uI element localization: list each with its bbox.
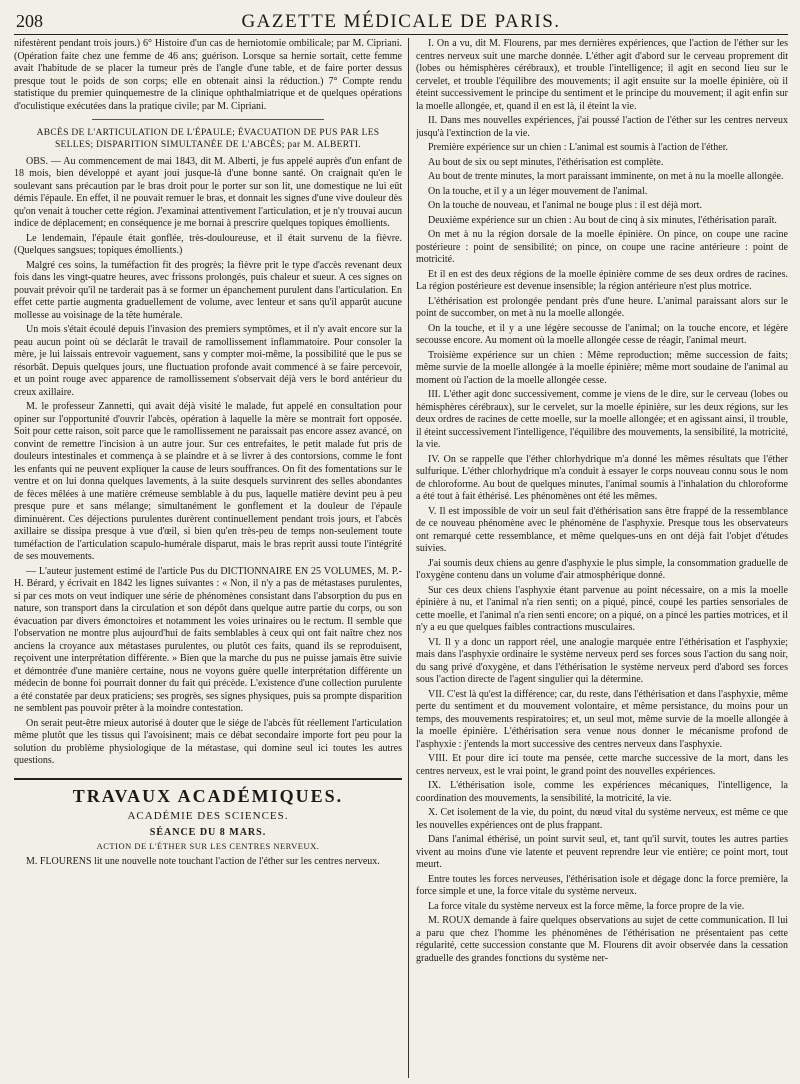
divider [92,119,325,120]
paragraph: X. Cet isolement de la vie, du point, du nœud vital du système nerveux, est même ce que les nouvelles expériences ont de plus frappant. [416,807,788,831]
paragraph: OBS. — Au commencement de mai 1843, dit M. Alberti, je fus appelé auprès d'un enfant de 18 mois, bien développé et ayant joui jusque-là d'une bonne santé. On craignait qu'en le soulevant sans précaution par le bras droit pour le porter sur son lit, une domestique ne lui eût démis l'épaule. En effet, il ne pouvait remuer le bras, et donnait les signes d'une vive douleur dès qu'on venait à toucher cette région. J'examinai attentivement l'articulation, et je n'y trouvai aucun indice de déplacement; en conséquence je me bornai à prescrire quelques topiques émollients. [14,155,402,230]
paragraph: Et il en est des deux régions de la moelle épinière comme de ses deux ordres de racines. La région postérieure est devenue insensible; la région antérieure n'est plus motrice. [416,268,788,292]
paragraph: J'ai soumis deux chiens au genre d'asphyxie le plus simple, la consommation graduelle de l'oxygène contenu dans un volume d'air atmosphérique donné. [416,557,788,581]
paragraph: L'éthérisation est prolongée pendant près d'une heure. L'animal paraissant alors sur le point de succomber, on met à nu la moelle allongée. [416,295,788,319]
column-rule [408,38,409,1078]
journal-title: GAZETTE MÉDICALE DE PARIS. [241,11,561,32]
paragraph: M. ROUX demande à faire quelques observations au sujet de cette communication. Il lui a paru que chez l'homme les phénomènes de l'éthérisation ne présentaient pas cette régularité, cette succession constante que M. Flourens dit avoir observée dans la cessation graduelle des grandes fonctions du système ner- [416,915,788,964]
paragraph: Dans l'animal éthérisé, un point survit seul, et, tant qu'il survit, toutes les autres parties vivent au moins d'une vie latente et peuvent reprendre leur vie entière; ce point mort, tout meurt. [416,834,788,870]
section-subtitle: ACADÉMIE DES SCIENCES. [127,809,289,822]
paragraph: Malgré ces soins, la tuméfaction fit des progrès; la fièvre prit le type d'accès revenant deux fois dans les vingt-quatre heures, avec frissons prolongés, puis chaleur et sueur. A ces signes on pouvait prévoir qu'il ne tarderait pas à se former un épanchement purulent dans l'articulation. En effet cette partie augmenta graduellement de volume, avec lenteur et sans qu'il apparût aucune mollesse au voisinage de la tête humérale. [14,259,402,321]
paragraph: On la touche, et il y a une légère secousse de l'animal; on la touche encore, et légère secousse encore. Au moment où la moelle allongée cesse de réagir, l'animal meurt. [416,322,788,346]
paragraph: On met à nu la région dorsale de la moelle épinière. On pince, on coupe une racine postérieure : point de sensibilité; on pince, on coupe une racine antérieure : point de motricité. [416,229,788,265]
left-top-paragraph: nifestèrent pendant trois jours.) 6° Histoire d'un cas de herniotomie ombilicale; par M. Cipriani. (Opération faite chez une femme de 46 ans; guérison. Lorsque sa hernie sortait, cette femme avait l'habitude de se placer la tumeur près de l'angle d'une table, et de faire porter dessus presque tout le poids de son corps; elle en obtenait ainsi la réduction.) 7° Compte rendu statistique du premier quinquemestre de la clinique ophthalmiatrique et de quelques opérations d'oculistique exécutées dans la pratique civile; par M. Cipriani. [14,38,402,112]
paragraph: I. On a vu, dit M. Flourens, par mes dernières expériences, que l'action de l'éther sur les centres nerveux suit une marche donnée. L'éther agit d'abord sur le cerveau proprement dit (lobes ou hémisphères cérébraux), et trouble l'intelligence; il agit en second lieu sur le cervelet, et trouble l'équilibre des mouvements; il agit ensuite sur la moelle épinière, où il éteint successivement le principe du sentiment et le principe du mouvement; il agit enfin sur la moelle allongée, et, quand il en est là, il éteint la vie. [416,38,788,112]
paragraph: — L'auteur justement estimé de l'article Pus du DICTIONNAIRE EN 25 VOLUMES, M. P.-H. Bérard, y écrivait en 1842 les lignes suivantes : « Non, il n'y a pas de métastases purulentes, si par ces mots on veut indiquer une série de phénomènes consistant dans l'absorption du pus en nature, son transport dans la circulation et son dépôt dans quelque autre partie du corps, ou son évacuation par divers émonctoires et notamment les voies urinaires ou le rectum. Il semble que l'observation ne montre plus aujourd'hui de faits semblables à ceux qui ont fait naître chez nos anciens la croyance aux métastases purulentes, ou plutôt ces faits, quand ils se reproduisent, reçoivent une interprétation différente. » Bien que la marche du pus ne puisse jamais être suivie et démontrée d'une manière certaine, nous ne voyons guère quelle interprétation différente un médecin de bonne foi pourrait donner du fait qui précède. L'existence d'une collection purulente a été constatée par deux praticiens; ses progrès, ses signes physiques, puis sa prompte disparition ne semblent pas pouvoir prêter à la moindre contestation. [14,565,402,715]
paragraph: Au bout de six ou sept minutes, l'éthérisation est complète. [428,156,664,168]
seance-subject: ACTION DE L'ÉTHER SUR LES CENTRES NERVEUX. [96,840,320,851]
right-column [416,38,788,1078]
paragraph: Un mois s'était écoulé depuis l'invasion des premiers symptômes, et il n'y avait encore sur la peau aucun point où se déclarât le travail de ramollissement inflammatoire. Pour consoler la mère, je lui laissais entrevoir vaguement, sans y compter moi-même, la possibilité que le pus se résorbât. Depuis quelques jours, une fluctuation profonde avait commencé à se faire percevoir, et un point rouge avec apparence de ramollissement s'observait déjà vers le bord antérieur du creux axillaire. [14,324,402,398]
section-title: TRAVAUX ACADÉMIQUES. [14,778,402,807]
paragraph: V. Il est impossible de voir un seul fait d'éthérisation sans être frappé de la ressemblance de ce nouveau phénomène avec le phénomène de l'asphyxie. Presque tous les observateurs ont remarqué cette ressemblance, et même quelques-uns en ont déjà fait l'objet d'études suivies. [416,505,788,554]
paragraph: On la touche de nouveau, et l'animal ne bouge plus : il est déjà mort. [428,200,702,211]
paragraph: VIII. Et pour dire ici toute ma pensée, cette marche successive de la mort, dans les centres nerveux, est le vrai point, le grand point des nouvelles expériences. [416,753,788,777]
paragraph: Sur ces deux chiens l'asphyxie étant parvenue au point nécessaire, on a mis la moelle épinière à nu, et l'animal n'a rien senti; on a piqué, pincé, coupé les parties sensoriales de cette moelle, et l'animal n'a rien senti encore; on a piqué, on a pincé les parties motrices, et il n'y a eu que quelques faibles contractions musculaires. [416,584,788,633]
paragraph: On la touche, et il y a un léger mouvement de l'animal. [428,185,648,197]
paragraph: IV. On se rappelle que l'éther chlorhydrique m'a donné les mêmes résultats que l'éther sulfurique. L'éther chlorhydrique m'a conduit à essayer le corps nouveau connu sous le nom de chloroforme. Au bout de quelques minutes, l'animal soumis à l'inhalation du chloroforme a été tout à fait éthérisé. Les phénomènes ont été les mêmes. [416,453,788,502]
paragraph: II. Dans mes nouvelles expériences, j'ai poussé l'action de l'éther sur les centres nerveux jusqu'à l'extinction de la vie. [416,115,788,139]
page-number: 208 [16,11,43,31]
paragraph: La force vitale du système nerveux est la force même, la force propre de la vie. [428,900,745,912]
paragraph: Deuxième expérience sur un chien : Au bout de cinq à six minutes, l'éthérisation paraît. [428,214,777,226]
paragraph: IX. L'éthérisation isole, comme les expériences mécaniques, l'intelligence, la coordination des mouvements, la sensibilité, la motricité, la vie. [416,780,788,804]
paragraph: III. L'éther agit donc successivement, comme je viens de le dire, sur le cerveau (lobes ou hémisphères cérébraux), sur le cervelet, sur la moelle épinière, sur les deux régions, sur les deux ordres de racines de cette moelle, sur la moelle allongée; et en agissant ainsi, il trouble, il éteint successivement l'intelligence, l'équilibre des mouvements, la sensibilité, la motricité, la vie. [416,389,788,450]
article-heading: ABCÈS DE L'ARTICULATION DE L'ÉPAULE; ÉVACUATION DE PUS PAR LES SELLES; DISPARITION SIMULTANÉE DE L'ABCÈS; par M. ALBERTI. [36,128,380,150]
paragraph: Le lendemain, l'épaule était gonflée, très-douloureuse, et il était survenu de la fièvre. (Quelques sangsues; topiques émollients.) [14,232,402,257]
seance-heading: SÉANCE DU 8 MARS. [149,826,267,838]
paragraph: M. FLOURENS lit une nouvelle note touchant l'action de l'éther sur les centres nerveux. [26,855,380,867]
columns [14,38,788,1078]
page-header [14,10,788,35]
paragraph: Première expérience sur un chien : L'animal est soumis à l'action de l'éther. [428,142,729,153]
paragraph: Troisième expérience sur un chien : Même reproduction; même succession de faits; même survie de la moelle allongée à la moelle épinière; même mort soudaine de l'animal au moment où l'action de la moelle allongée cesse. [416,349,788,386]
paragraph: On serait peut-être mieux autorisé à douter que le siége de l'abcès fût réellement l'articulation même plutôt que les tissus qui l'avoisinent; mais ce débat secondaire importe fort peu pour la solution du problème physiologique de la métastase, qui domine seul ici toutes les autres questions. [14,717,402,767]
paragraph: VI. Il y a donc un rapport réel, une analogie marquée entre l'éthérisation et l'asphyxie; mais dans l'asphyxie ordinaire le système nerveux perd ses forces sous l'action du sang noir, du sang privé d'oxygène, et dans l'éthérisation le système nerveux perd d'abord ses forces sous l'action directe de l'agent singulier qui la détermine. [416,636,788,685]
left-column [14,38,402,1078]
paragraph: Au bout de trente minutes, la mort paraissant imminente, on met à nu la moelle allongée. [428,171,784,182]
paragraph: VII. C'est là qu'est la différence; car, du reste, dans l'éthérisation et dans l'asphyxie, même perte du sentiment et du mouvement volontaire, et même persistance, du moins pour un temps, des mouvements respiratoires; et, un seul mot, même survie de la moelle allongée à la moelle épinière. L'éthérisation sera venue nous donner le mécanisme profond de l'asphyxie : j'entends la mort successive des centres nerveux dans l'asphyxie. [416,688,788,750]
paragraph: Entre toutes les forces nerveuses, l'éthérisation isole et dégage donc la force première, la force simple et une, la force vitale du système nerveux. [416,873,788,897]
paragraph: M. le professeur Zannetti, qui avait déjà visité le malade, fut appelé en consultation pour opiner sur l'opportunité d'ouvrir l'abcès, opération à laquelle la mère se montrait fort opposée. Soit pour cette raison, soit parce que le ramollissement ne paraissait pas encore assez avancé, on convint de remettre l'incision à un autre jour. Sur ces entrefaites, le petit malade fut pris de douleurs intestinales et commença à se plaindre et à se livrer à des contorsions, comme le font les enfants qui ne peuvent expliquer la cause de leurs souffrances. On fit des fomentations sur le ventre et on lui donna quelques lavements, à la suite desquels survinrent des selles abondantes de fèces mêlées à une matière crémeuse semblable à du pus, laquelle matière devint peu à peu presque pure et sans mélange; simultanément le gonflement et la douleur de l'épaule diminuèrent. Ces déjections purulentes durèrent continuellement pendant trois jours, et l'abcès axillaire se dissipa presque à vue d'œil, si bien qu'en très-peu de temps non-seulement toute tuméfaction de l'articulation scapulo-humérale disparut, mais le bras reprit aussi toute l'intégrité de ses mouvements. [14,401,402,563]
